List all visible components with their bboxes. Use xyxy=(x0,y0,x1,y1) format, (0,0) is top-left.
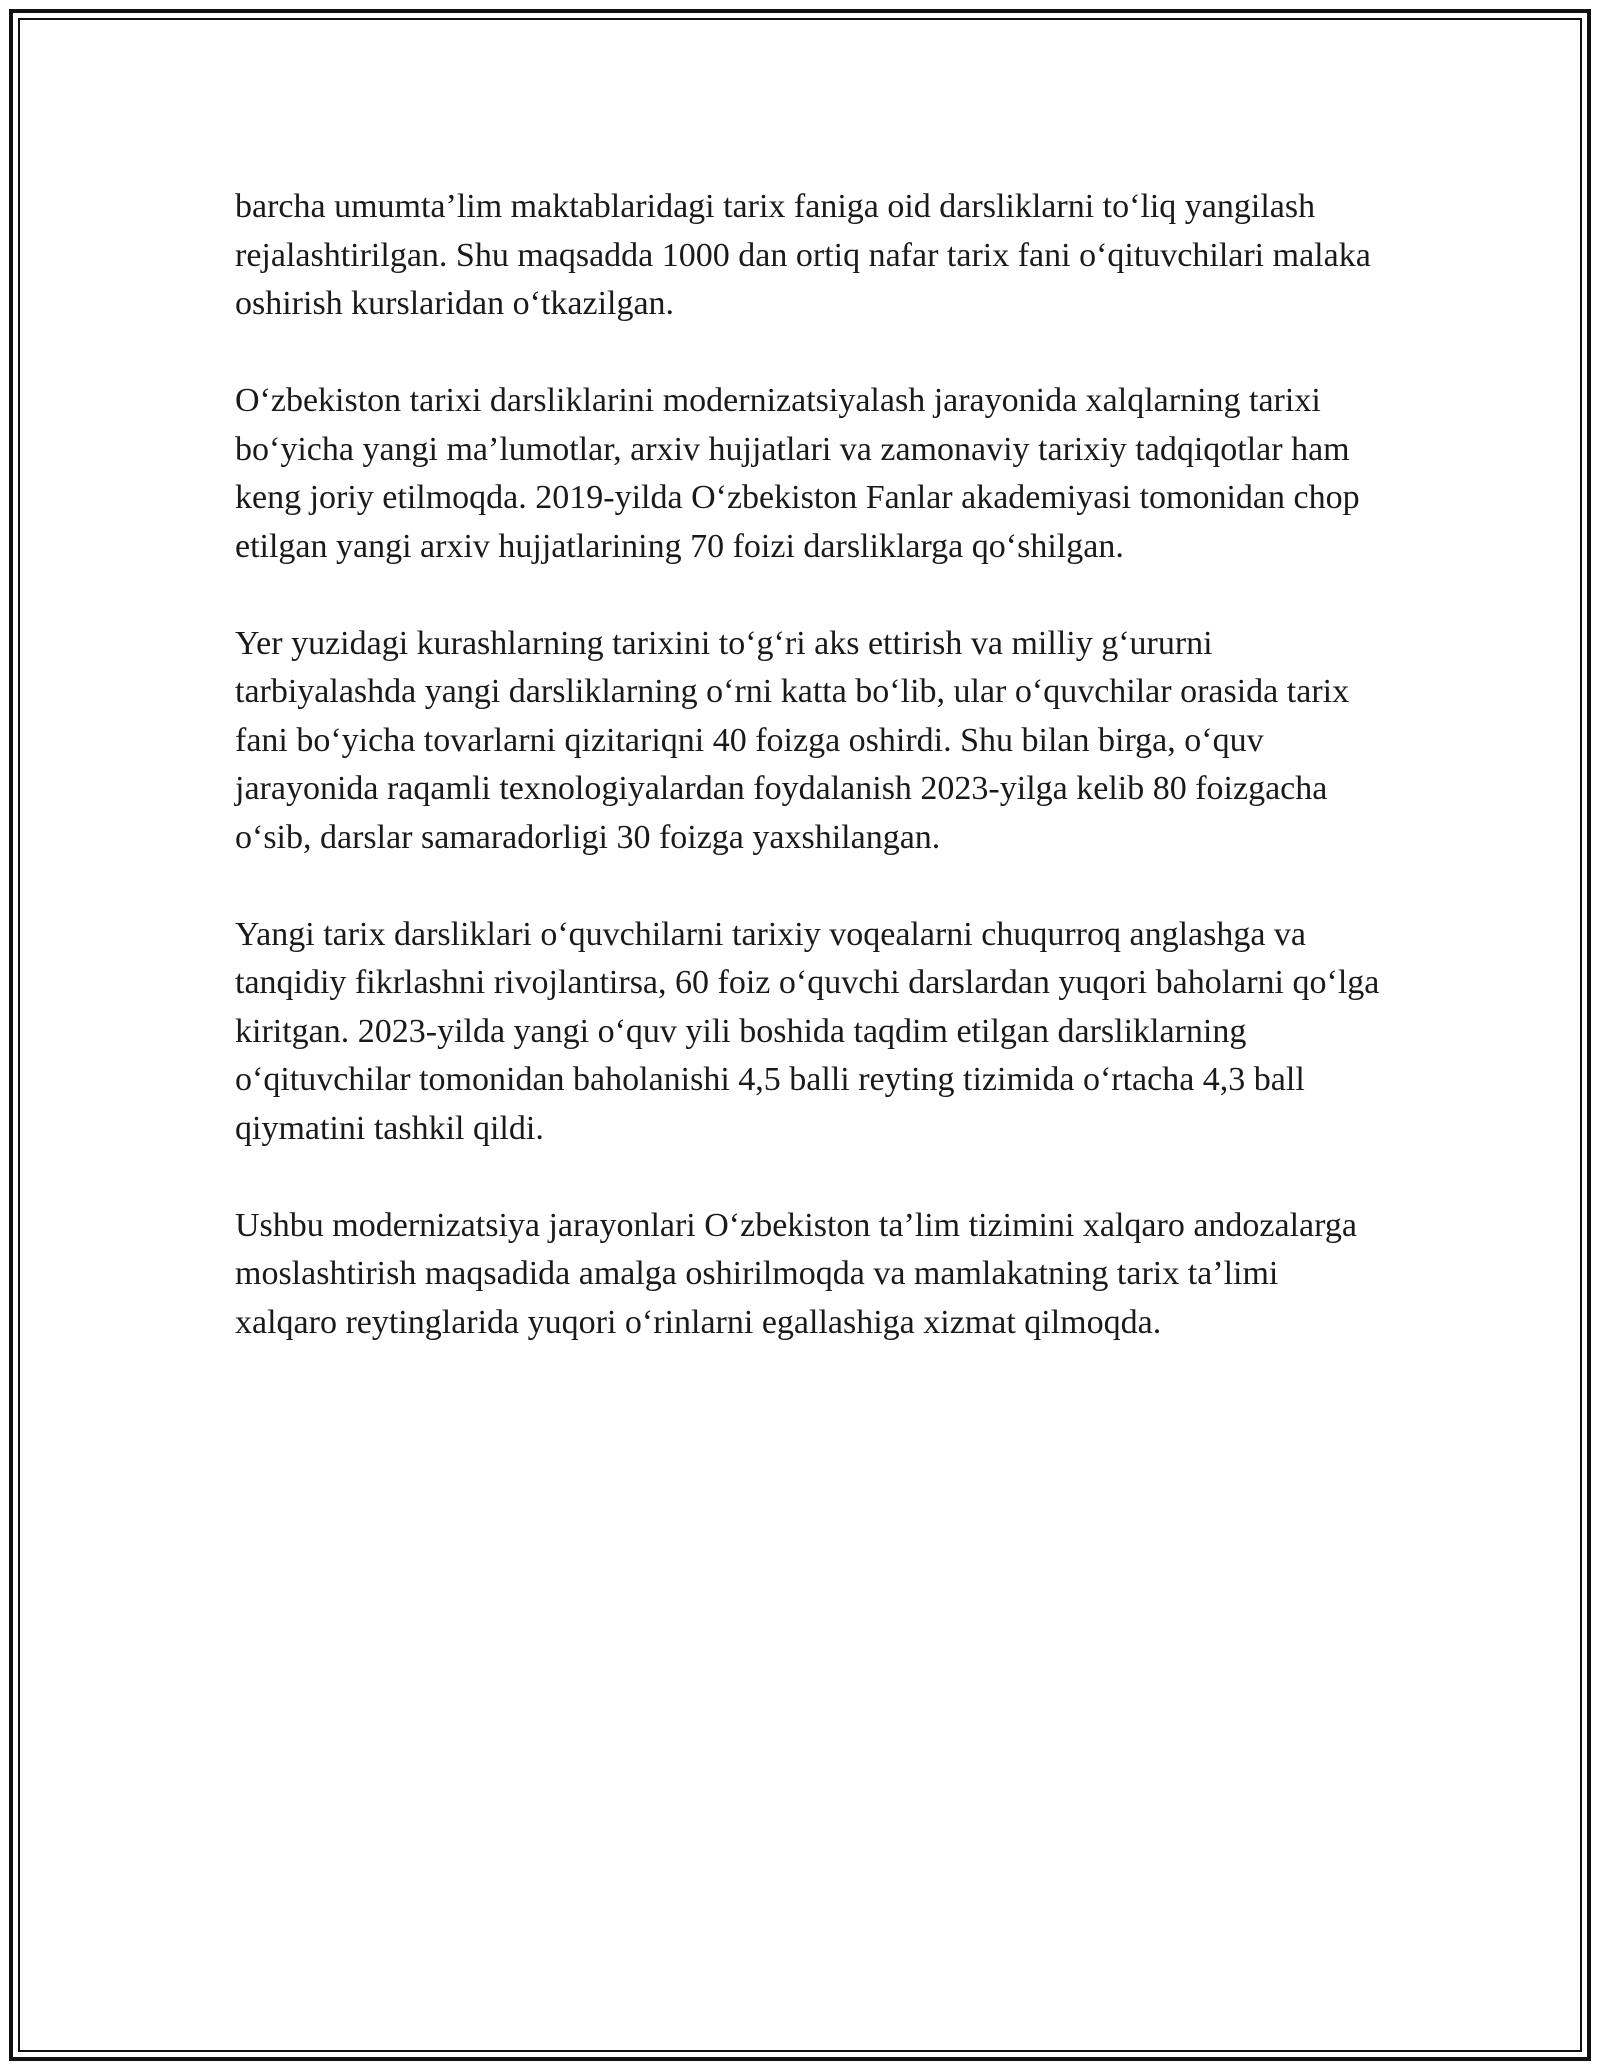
document-body xyxy=(235,183,1385,1396)
paragraph-3: Yer yuzidagi kurashlarning tarixini to‘g‘ri aks ettirish va milliy g‘ururni tarbiyalashda yangi darsliklarning o‘rni katta bo‘lib, ular o‘quvchilar orasida tarix fani bo‘yicha tovarlarni qizitariqni 40 foizga oshirdi. Shu bilan birga, o‘quv jarayonida raqamli texnologiyalardan foydalanish 2023-yilga kelib 80 foizgacha o‘sib, darslar samaradorligi 30 foizga yaxshilangan. xyxy=(235,624,1350,856)
paragraph-1: barcha umumta’lim maktablaridagi tarix faniga oid darsliklarni to‘liq yangilash rejalashtirilgan. Shu maqsadda 1000 dan ortiq nafar tarix fani o‘qituvchilari malaka oshirish kurslaridan o‘tkazilgan. xyxy=(235,188,1371,322)
paragraph-2: O‘zbekiston tarixi darsliklarini modernizatsiyalash jarayonida xalqlarning tarixi bo‘yicha yangi ma’lumotlar, arxiv hujjatlari va zamonaviy tarixiy tadqiqotlar ham keng joriy etilmoqda. 2019-yilda O‘zbekiston Fanlar akademiyasi tomonidan chop etilgan yangi arxiv hujjatlarining 70 foizi darsliklarga qo‘shilgan. xyxy=(235,382,1360,565)
paragraph-4: Yangi tarix darsliklari o‘quvchilarni tarixiy voqealarni chuqurroq anglashga va tanqidiy fikrlashni rivojlantirsa, 60 foiz o‘quvchi darslardan yuqori baholarni qo‘lga kiritgan. 2023-yilda yangi o‘quv yili boshida taqdim etilgan darsliklarning o‘qituvchilar tomonidan baholanishi 4,5 balli reyting tizimida o‘rtacha 4,3 ball qiymatini tashkil qildi. xyxy=(235,915,1380,1147)
paragraph-5: Ushbu modernizatsiya jarayonlari O‘zbekiston ta’lim tizimini xalqaro andozalarga moslashtirish maqsadida amalga oshirilmoqda va mamlakatning tarix ta’limi xalqaro reytinglarida yuqori o‘rinlarni egallashiga xizmat qilmoqda. xyxy=(235,1206,1357,1341)
